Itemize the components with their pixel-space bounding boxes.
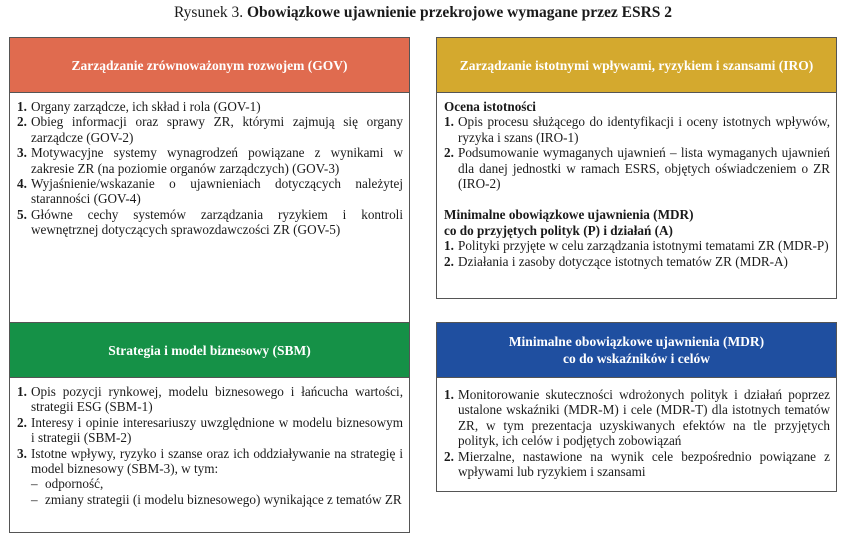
iro-section2-list: [444, 238, 830, 269]
item-text: Opis pozycji rynkowej, modelu biznesowego i łańcucha wartości, strategii ESG (SBM-1): [31, 384, 403, 415]
item-text: Organy zarządcze, ich skład i rola (GOV-1): [31, 99, 261, 114]
list-item: [444, 387, 830, 449]
item-text: Motywacyjne systemy wynagrodzeń powiązane z wynikami w zakresie ZR (na poziomie organów zarządczych) (GOV-3): [31, 145, 403, 176]
sbm-sublist: [31, 476, 403, 507]
iro-header: Zarządzanie istotnymi wpływami, ryzykiem i szansami (IRO): [437, 38, 836, 93]
item-number: 2.: [17, 414, 27, 430]
mdr-header-line1: Minimalne obowiązkowe ujawnienia (MDR): [508, 334, 765, 349]
mdr-header: [437, 323, 836, 378]
mdr-body: [437, 378, 836, 483]
list-item: [17, 99, 403, 114]
list-item: [17, 145, 403, 176]
mdr-header-line2: co do wskaźników i celów: [562, 351, 710, 366]
item-text: Istotne wpływy, ryzyko i szanse oraz ich oddziaływanie na strategię i model biznesowy (SBM-3), w tym:: [31, 445, 403, 477]
mdr-list: [444, 387, 830, 479]
list-item: [17, 207, 403, 238]
item-number: 4.: [17, 176, 27, 192]
item-text: Podsumowanie wymaganych ujawnień – lista wymaganych ujawnień dla danej jednostki w ramach ESRS, objętych oświadczeniem o ZR (IRO-2): [458, 145, 830, 192]
list-item: [444, 449, 830, 480]
list-item: [444, 114, 830, 145]
item-number: 3.: [17, 145, 27, 161]
gov-card: [9, 37, 410, 330]
iro-section1-list: [444, 114, 830, 191]
item-number: 1.: [17, 384, 27, 399]
item-text: Obieg informacji oraz sprawy ZR, którymi zajmują się organy zarządcze (GOV-2): [31, 114, 403, 145]
item-number: 1.: [444, 387, 454, 402]
item-text: Działania i zasoby dotyczące istotnych tematów ZR (MDR-A): [458, 253, 788, 269]
gov-header: Zarządzanie zrównoważonym rozwojem (GOV): [10, 38, 409, 93]
item-number: 2.: [17, 114, 27, 130]
item-text: Polityki przyjęte w celu zarządzania istotnymi tematami ZR (MDR-P): [458, 238, 829, 254]
iro-card: [436, 37, 837, 299]
sbm-card: [9, 322, 410, 533]
figure-title-text: Obowiązkowe ujawnienie przekrojowe wymagane przez ESRS 2: [246, 4, 673, 21]
iro-section1-title: Ocena istotności: [444, 99, 536, 114]
item-number: 2.: [444, 253, 454, 269]
item-number: 2.: [444, 145, 454, 161]
item-number: 1.: [444, 238, 454, 254]
item-text: Główne cechy systemów zarządzania ryzykiem i kontroli wewnętrznej dotyczących sprawozdawczości ZR (GOV-5): [31, 206, 403, 238]
item-text: Monitorowanie skuteczności wdrożonych polityk i działań poprzez ustalone wskaźniki (MDR-M) i cele (MDR-T) dla istotnych tematów ZR, w tym prezentacja uzyskiwanych efektów na tle przyjętych polityk, ich celów i podjętych zobowiązań: [458, 387, 830, 449]
item-number: 3.: [17, 445, 27, 461]
list-item: [444, 254, 830, 269]
list-item: [17, 415, 403, 446]
sbm-list: [17, 384, 403, 507]
figure-title-prefix: Rysunek 3.: [173, 4, 244, 21]
list-item: [444, 145, 830, 191]
spacer: [444, 191, 830, 207]
sbm-header: Strategia i model biznesowy (SBM): [10, 323, 409, 378]
item-text: Mierzalne, nastawione na wynik cele bezpośrednio powiązane z wpływami lub ryzykiem i szansami: [458, 448, 830, 480]
item-number: 1.: [17, 99, 27, 114]
gov-list: [17, 99, 403, 238]
list-item: [17, 114, 403, 145]
iro-section2-title-line2: co do przyjętych polityk (P) i działań (A): [444, 222, 673, 238]
iro-body: [437, 93, 836, 273]
sublist-item: – odporność,: [31, 476, 403, 491]
item-number: 5.: [17, 206, 27, 222]
list-item: [17, 446, 403, 508]
item-text: Interesy i opinie interesariuszy uwzględnione w modelu biznesowym i strategii (SBM-2): [31, 414, 403, 446]
gov-body: [10, 93, 409, 242]
item-number: 1.: [444, 114, 454, 130]
list-item: [17, 384, 403, 415]
list-item: [444, 238, 830, 253]
item-text: Opis procesu służącego do identyfikacji i oceny istotnych wpływów, ryzyka i szans (IRO-1): [458, 114, 830, 145]
list-item: [17, 176, 403, 207]
item-text: Wyjaśnienie/wskazanie o ujawnieniach dotyczących należytej staranności (GOV-4): [31, 176, 403, 207]
mdr-card: [436, 322, 837, 492]
sbm-body: [10, 378, 409, 511]
sublist-item: – zmiany strategii (i modelu biznesowego) wynikające z tematów ZR: [31, 492, 403, 507]
item-number: 2.: [444, 448, 454, 464]
figure-title: [0, 4, 846, 22]
iro-section2-title-line1: Minimalne obowiązkowe ujawnienia (MDR): [444, 207, 694, 223]
